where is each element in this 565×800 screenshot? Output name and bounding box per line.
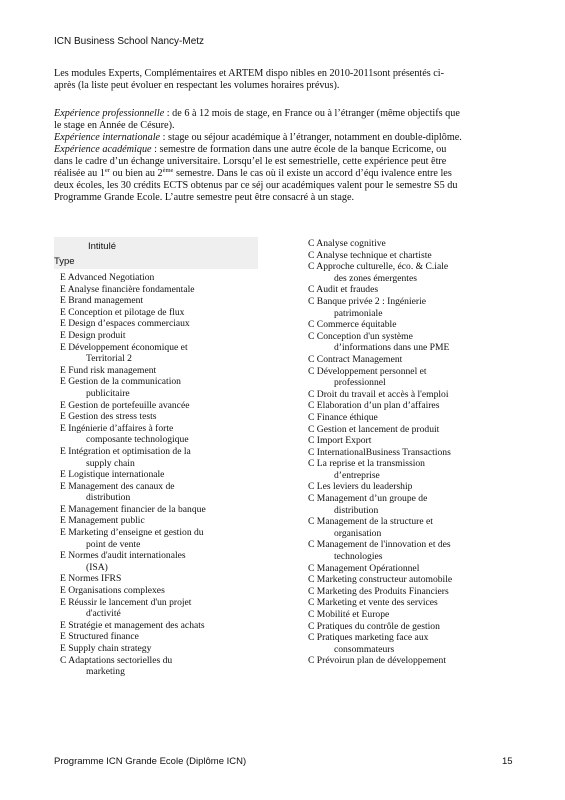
module-name: E Stratégie et management des achats: [60, 619, 205, 631]
module-item: [308, 586, 523, 598]
module-item: [308, 539, 523, 562]
module-item: [308, 447, 523, 459]
module-name-continuation: marketing: [86, 666, 125, 678]
module-item: [308, 296, 523, 319]
module-name: C Analyse cognitive: [308, 238, 386, 249]
module-item: [308, 563, 523, 575]
module-name-continuation: (ISA): [86, 561, 108, 573]
module-item: [308, 354, 523, 366]
module-item: [60, 631, 260, 643]
module-item: [60, 376, 260, 399]
module-name: C Pratiques marketing face aux: [308, 632, 429, 644]
experience-intl-label: Expérience internationale: [54, 132, 161, 143]
module-name: E Conception et pilotage de flux: [60, 306, 185, 318]
module-name-continuation: publicitaire: [86, 387, 130, 399]
module-name: E Marketing d’enseigne et gestion du: [60, 527, 204, 539]
module-name: C Gestion et lancement de produit: [308, 423, 440, 435]
module-name-continuation: supply chain: [86, 457, 135, 469]
module-name: E Fund risk management: [60, 364, 157, 376]
module-name-continuation: technologies: [334, 551, 383, 563]
module-item: [60, 423, 260, 446]
module-item: [60, 342, 260, 365]
module-item: [308, 621, 523, 633]
module-item: [308, 284, 523, 296]
module-item: [308, 250, 523, 262]
acad-sup: ème: [162, 167, 174, 174]
module-name-continuation: des zones émergentes: [334, 272, 417, 284]
module-item: [60, 307, 260, 319]
module-item: [60, 481, 260, 504]
acad-text-part: réalisée au 1: [54, 168, 105, 179]
module-name: C Marketing des Produits Financiers: [308, 585, 449, 597]
module-name: C Import Export: [308, 435, 372, 447]
module-name-continuation: d'activité: [86, 608, 121, 620]
module-item: [308, 238, 523, 250]
module-name: E Advanced Negotiation: [60, 272, 155, 283]
module-name: E Gestion de portefeuille avancée: [60, 399, 190, 411]
module-name: C Analyse technique et chartiste: [308, 249, 432, 261]
module-name: C Contract Management: [308, 353, 403, 365]
module-item: [308, 632, 523, 655]
module-name: C Conception d'un système: [308, 330, 413, 342]
intro-line: Les modules Experts, Complémentaires et ARTEM dispo nibles en 2010-2011sont présentés ci-: [54, 68, 445, 79]
module-name: E Intégration et optimisation de la: [60, 445, 191, 457]
module-name: C Management d’un groupe de: [308, 493, 428, 505]
module-name: E Structured finance: [60, 631, 139, 643]
module-name: E Design d’espaces commerciaux: [60, 318, 190, 330]
module-item: [60, 400, 260, 412]
module-name: E Supply chain strategy: [60, 643, 152, 654]
module-name: C Approche culturelle, éco. & C.iale: [308, 261, 449, 273]
module-name: E Normes d'audit internationales: [60, 550, 186, 562]
module-name: C Développement personnel et: [308, 365, 427, 377]
module-name: E Management financier de la banque: [60, 503, 206, 515]
module-item: [60, 330, 260, 342]
experience-acad-cont: Programme Grande Ecole. L’autre semestre peut être consacré à un stage.: [54, 192, 355, 203]
module-name: E Logistique internationale: [60, 469, 165, 481]
experience-pro: [54, 108, 514, 120]
module-item: [308, 609, 523, 621]
module-name: E Design produit: [60, 329, 126, 341]
experience-intl: [54, 132, 514, 144]
module-item: [60, 446, 260, 469]
acad-sup: er: [104, 167, 110, 174]
module-item: [308, 389, 523, 401]
module-name: C Commerce équitable: [308, 319, 397, 331]
module-item: [60, 272, 260, 284]
page-footer: Programme ICN Grande Ecole (Diplôme ICN): [54, 756, 247, 767]
module-name: C Mobilité et Europe: [308, 609, 390, 620]
module-list-right: [308, 238, 523, 667]
module-name-continuation: Territorial 2: [86, 353, 132, 365]
module-item: [308, 458, 523, 481]
experience-pro-text: : de 6 à 12 mois de stage, en France ou à l’étranger (même objectifs que: [164, 108, 460, 119]
module-name: C Adaptations sectorielles du: [60, 654, 173, 666]
module-name: C Audit et fraudes: [308, 284, 379, 296]
module-name-continuation: point de vente: [86, 538, 141, 550]
experience-pro-cont: le stage en Année de Césure).: [54, 120, 175, 131]
module-item: [308, 481, 523, 493]
column-title-type: Type: [54, 256, 75, 267]
module-item: [60, 318, 260, 330]
module-name: C Finance éthique: [308, 411, 378, 423]
experiences-section: [54, 108, 514, 204]
experience-acad-text: : semestre de formation dans une autre école de la banque Ecricome, ou: [151, 144, 447, 155]
experience-pro-label: Expérience professionnelle: [54, 108, 165, 119]
module-name: C Management de la structure et: [308, 516, 433, 528]
module-item: [308, 435, 523, 447]
module-item: [60, 620, 260, 632]
experience-acad: [54, 144, 514, 156]
table-header: [54, 237, 258, 269]
module-item: [308, 331, 523, 354]
module-name-continuation: consommateurs: [334, 643, 395, 655]
module-item: [60, 597, 260, 620]
module-item: [308, 400, 523, 412]
module-name-continuation: organisation: [334, 527, 382, 539]
module-item: [308, 574, 523, 586]
acad-text-part: semestre. Dans le cas où il existe un accord d’équ ivalence entre les: [173, 168, 452, 179]
module-item: [60, 655, 260, 678]
module-item: [60, 643, 260, 655]
acad-text-part: ou bien au 2: [109, 168, 163, 179]
module-name: E Management des canaux de: [60, 480, 175, 492]
module-name: C La reprise et la transmission: [308, 458, 425, 470]
page-header: ICN Business School Nancy-Metz: [54, 36, 205, 47]
module-name-continuation: distribution: [334, 504, 379, 516]
module-item: [60, 573, 260, 585]
module-name: E Organisations complexes: [60, 585, 165, 597]
intro-line: après (la liste peut évoluer en respectant les volumes horaires prévus).: [54, 80, 340, 91]
module-item: [308, 412, 523, 424]
module-name: C Elaboration d’un plan d’affaires: [308, 400, 440, 412]
module-name: C Banque privée 2 : Ingénierie: [308, 295, 427, 307]
module-name: C Management Opérationnel: [308, 562, 420, 574]
module-item: [60, 295, 260, 307]
module-item: [308, 597, 523, 609]
module-item: [60, 411, 260, 423]
module-item: [60, 550, 260, 573]
module-name-continuation: d’informations dans une PME: [334, 342, 450, 354]
module-item: [308, 366, 523, 389]
module-name: E Brand management: [60, 295, 144, 307]
module-item: [308, 655, 523, 667]
module-name-continuation: patrimoniale: [334, 307, 383, 319]
module-name: C Prévoirun plan de développement: [308, 655, 447, 667]
module-name: E Ingénierie d’affaires à forte: [60, 422, 174, 434]
module-item: [60, 527, 260, 550]
module-item: [60, 284, 260, 296]
module-name: E Gestion des stress tests: [60, 411, 157, 423]
module-name: C InternationalBusiness Transactions: [308, 446, 451, 458]
page-number: 15: [502, 756, 513, 767]
module-item: [60, 365, 260, 377]
module-name: C Management de l'innovation et des: [308, 539, 451, 551]
column-title-intitule: Intitulé: [88, 241, 116, 252]
module-name: C Marketing constructeur automobile: [308, 574, 453, 586]
module-item: [308, 493, 523, 516]
module-name: C Droit du travail et accès à l'emploi: [308, 388, 449, 400]
module-name: C Les leviers du leadership: [308, 481, 413, 493]
module-name: E Analyse financière fondamentale: [60, 283, 195, 295]
experience-acad-cont: [54, 168, 514, 180]
module-name: E Gestion de la communication: [60, 376, 181, 388]
module-item: [308, 319, 523, 331]
module-list-left: [60, 272, 260, 678]
module-item: [308, 424, 523, 436]
experience-acad-label: Expérience académique: [54, 144, 152, 155]
module-name: E Développement économique et: [60, 341, 188, 353]
module-item: [60, 469, 260, 481]
intro-paragraph: [54, 68, 514, 92]
module-item: [308, 516, 523, 539]
experience-intl-text: : stage ou séjour académique à l’étranger, notamment en double-diplôme.: [160, 132, 462, 143]
module-name: E Normes IFRS: [60, 573, 122, 585]
experience-acad-cont: deux écoles, les 30 crédits ECTS obtenus par ce séj our académiques valent pour le semestre S5 du: [54, 180, 458, 191]
module-name: E Réussir le lancement d'un projet: [60, 596, 192, 608]
module-name: C Marketing et vente des services: [308, 597, 438, 609]
module-item: [60, 504, 260, 516]
module-name-continuation: composante technologique: [86, 434, 189, 446]
experience-acad-cont: dans le cadre d’un échange universitaire. Lorsqu’el le est semestrielle, cette expérience peut être: [54, 156, 447, 167]
module-name: E Management public: [60, 515, 145, 527]
module-item: [60, 515, 260, 527]
module-name-continuation: professionnel: [334, 377, 386, 389]
module-item: [308, 261, 523, 284]
module-name-continuation: distribution: [86, 492, 131, 504]
module-item: [60, 585, 260, 597]
module-name: C Pratiques du contrôle de gestion: [308, 620, 440, 632]
module-name-continuation: d’entreprise: [334, 469, 380, 481]
